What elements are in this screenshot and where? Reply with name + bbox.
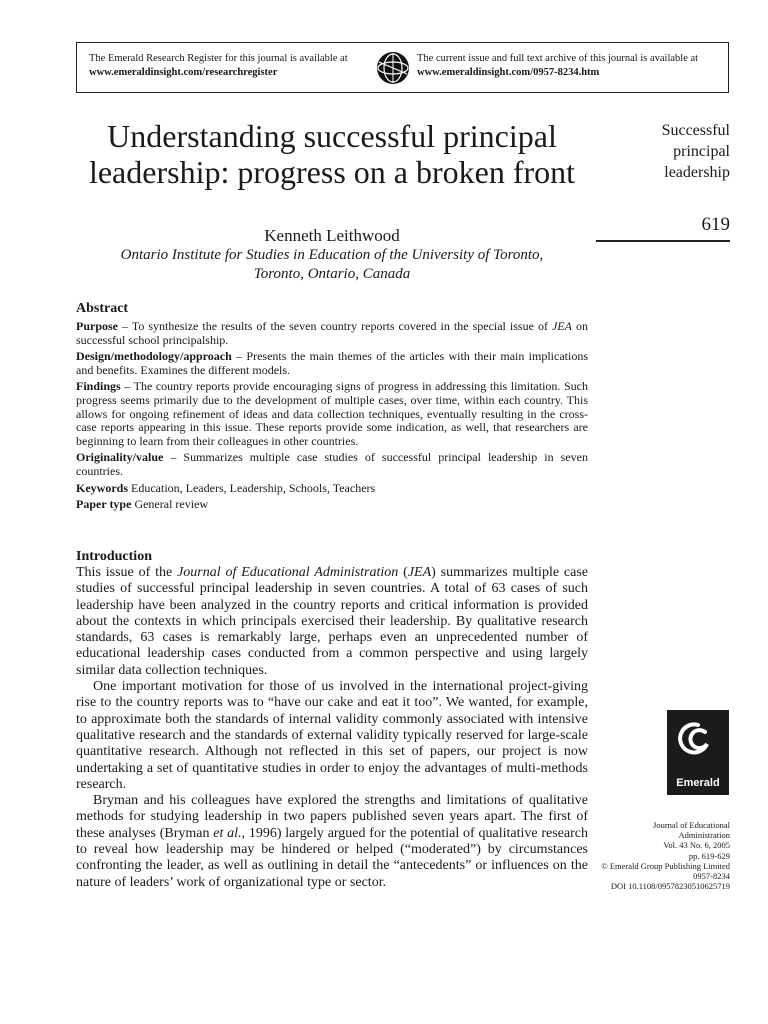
purpose-journal: JEA (551, 319, 572, 333)
design-text: – Presents the main themes of the articles with their main implications and benefits. Examines the different models. (76, 349, 588, 377)
findings-text: – The country reports provide encouraging signs of progress in addressing this limitation. Such progress seems primarily due to the development of multiple cases, over time, within each country. This allows for ongoing refinement of ideas and data collection techniques, eventually resulting in the cross-case reports appearing in this issue. These reports provide some indication, as well, that researchers are beginning to learn from their colleagues in other countries. (76, 379, 588, 448)
purpose-text-a: – To synthesize the results of the seven country reports covered in the special issue of (118, 319, 552, 333)
abstract (76, 300, 588, 515)
design-label: Design/methodology/approach (76, 349, 232, 364)
originality-label: Originality/value (76, 450, 164, 465)
p1-text-c: ) summarizes multiple case studies of successful principal leadership in seven countries. A total of 63 cases of such leadership have been analyzed in the country reports and critical information is provided about the contexts in which principals exercised their leadership. By qualitative research standards, 63 cases is remarkably large, perhaps even an unprecedented number of educational leadership cases conducted from a common perspective and using largely similar data collection techniques. (76, 565, 588, 678)
paper-type-label: Paper type (76, 497, 132, 512)
journal-info-line-1: Journal of Educational (653, 820, 730, 830)
p3-text-b: , 1996) largely argued for the potential of qualitative research to reveal how leadership may be hindered or helped (“moderated”) by circumstances confronting the leader, as well as outlining in detail the “antecedents” or influences on the nature of leaders’ work of organizational type or sector. (76, 825, 588, 890)
findings-label: Findings (76, 379, 121, 394)
affiliation-line-2: Toronto, Ontario, Canada (253, 266, 411, 282)
journal-info (590, 820, 730, 891)
introduction-section (76, 548, 588, 891)
abstract-keywords (76, 482, 588, 496)
keywords-text: Education, Leaders, Leadership, Schools, Teachers (128, 480, 376, 495)
p1-jea: JEA (407, 565, 432, 580)
banner-left-url[interactable]: www.emeraldinsight.com/researchregister (89, 67, 278, 78)
banner-right-url[interactable]: www.emeraldinsight.com/0957-8234.htm (417, 67, 600, 78)
purpose-label: Purpose (76, 319, 118, 333)
abstract-findings (76, 380, 588, 448)
originality-text: – Summarizes multiple case studies of successful principal leadership in seven countries. (76, 450, 588, 478)
introduction-heading: Introduction (76, 549, 152, 564)
running-head (596, 120, 730, 183)
article-author: Kenneth Leithwood (264, 226, 400, 245)
purpose-text-b: on successful school principalship. (76, 319, 588, 347)
abstract-originality (76, 451, 588, 478)
article-title: Understanding successful principal leadership: progress on a broken front (88, 118, 576, 190)
running-head-line-3: leadership (664, 164, 730, 181)
affiliation-line-1: Ontario Institute for Studies in Education of the University of Toronto, (120, 247, 544, 263)
journal-info-line-3: Vol. 43 No. 6, 2005 (663, 840, 730, 851)
page-number-rule (596, 240, 730, 242)
intro-paragraph-3 (76, 793, 588, 891)
running-head-line-1: Successful (661, 122, 730, 139)
emerald-logo (667, 710, 729, 795)
abstract-heading: Abstract (76, 301, 129, 316)
journal-info-line-4: pp. 619-629 (688, 850, 730, 861)
p1-journal-name: Journal of Educational Administration (177, 565, 399, 580)
intro-paragraph-1 (76, 565, 588, 679)
banner-right (417, 52, 727, 80)
p1-text-b: ( (398, 565, 408, 580)
page-number: 619 (701, 214, 730, 235)
p1-text-a: This issue of the (76, 565, 178, 580)
journal-info-line-6: 0957-8234 (693, 871, 730, 882)
journal-info-line-7: DOI 10.1108/09578230510625719 (610, 881, 730, 892)
emerald-spiral-icon (667, 710, 729, 776)
journal-info-line-2: Administration (678, 830, 730, 841)
journal-info-line-5: © Emerald Group Publishing Limited (601, 860, 730, 871)
banner-right-text: The current issue and full text archive of this journal is available at (417, 53, 699, 64)
globe-icon (376, 51, 410, 85)
running-head-line-2: principal (673, 143, 730, 160)
p3-et-al: et al. (213, 825, 242, 841)
intro-paragraph-2: One important motivation for those of us involved in the international project-giving rise to the country reports was to “have our cake and eat it too”. We wanted, for example, to approximate both the standards of internal validity commonly associated with intensive qualitative research and the standards of external validity typically reserved for large-scale quantitative research. Although not reflected in this set of papers, our project is now undertaking a set of quantitative studies in order to enjoy the advantages of multi-methods research. (76, 679, 588, 792)
abstract-purpose (76, 320, 588, 347)
banner-left-text: The Emerald Research Register for this journal is available at (89, 53, 348, 64)
author-affiliation (76, 246, 588, 284)
abstract-paper-type (76, 498, 588, 512)
keywords-label: Keywords (76, 480, 128, 495)
abstract-design (76, 350, 588, 377)
availability-banner (76, 42, 729, 93)
emerald-logo-label: Emerald (676, 777, 720, 789)
banner-left (89, 52, 374, 80)
p3-text-a: Bryman and his colleagues have explored the strengths and limitations of qualitative methods for studying leadership in two papers published seven years apart. The first of these analyses (Bryman (76, 793, 588, 841)
paper-type-text: General review (131, 497, 209, 512)
